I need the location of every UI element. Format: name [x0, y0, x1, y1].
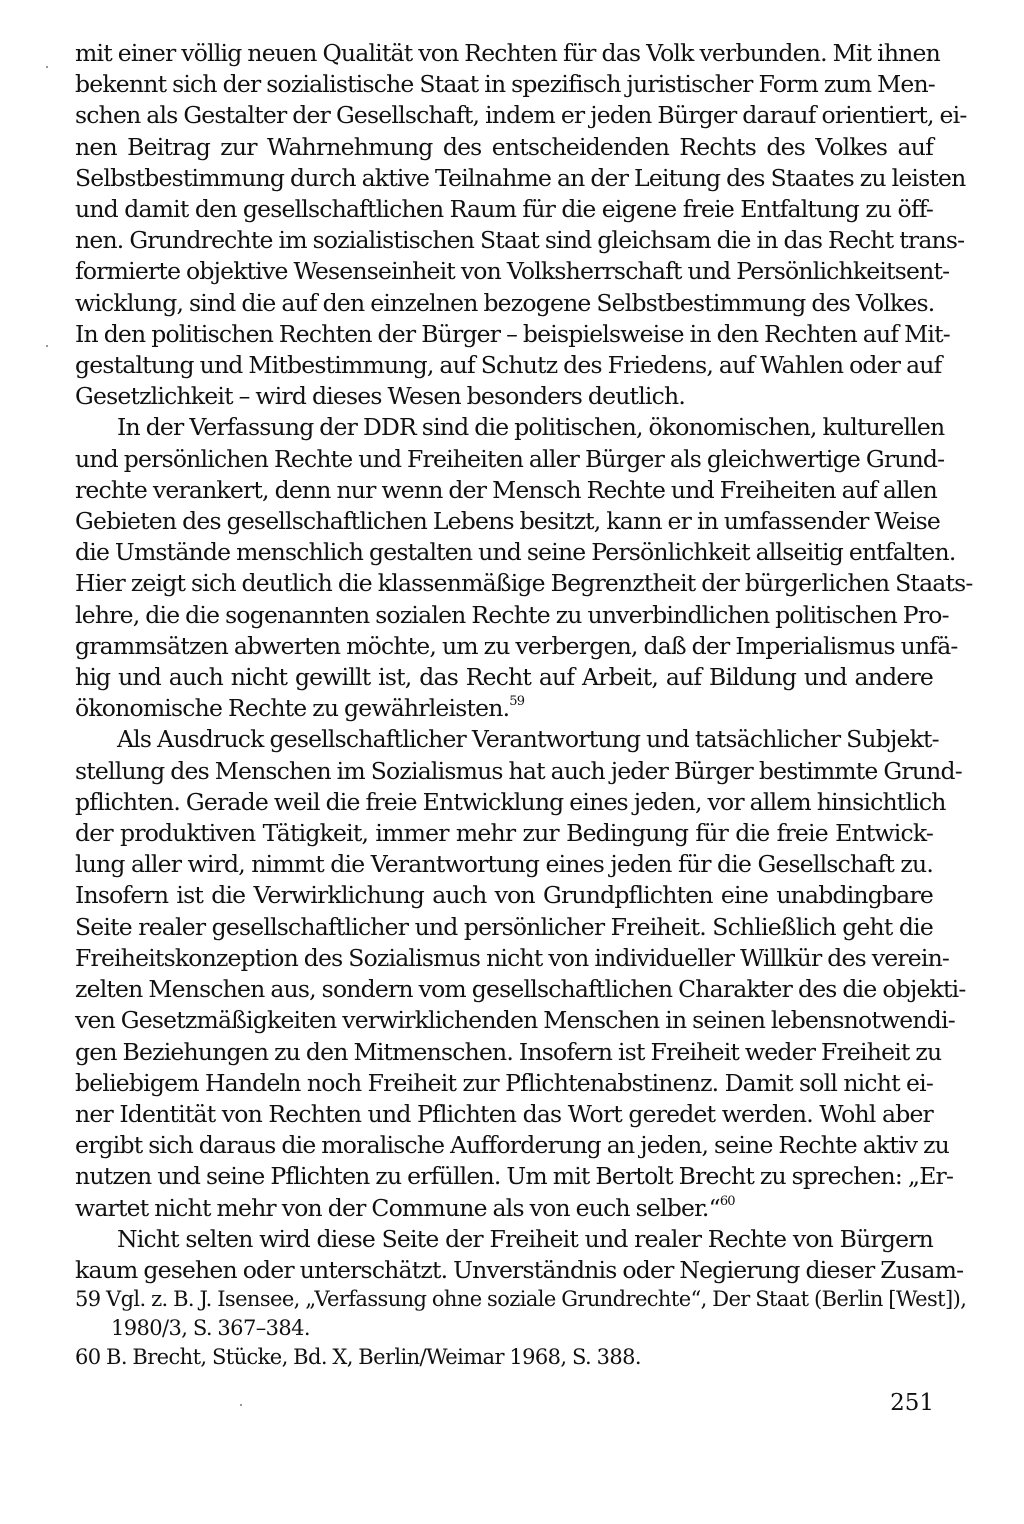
text-line: nutzen und seine Pflichten zu erfüllen. Um mit Bertolt Brecht zu sprechen: „Er-	[75, 1162, 954, 1191]
footnote-line: 60 B. Brecht, Stücke, Bd. X, Berlin/Weimar 1968, S. 388.	[75, 1345, 641, 1369]
footnotes	[75, 1285, 967, 1372]
text-line: die Umstände menschlich gestalten und seine Persönlichkeit allseitig entfalten.	[75, 538, 956, 567]
text-line: rechte verankert, denn nur wenn der Mensch Rechte und Freiheiten auf allen	[75, 475, 937, 504]
footnote-reference: 60	[719, 1193, 735, 1209]
text-line: ökonomische Rechte zu gewährleisten.	[75, 694, 510, 723]
text-line: Als Ausdruck gesellschaftlicher Verantwortung und tatsächlicher Subjekt-	[117, 725, 939, 754]
footnote-reference: 59	[509, 694, 525, 710]
text-line: wicklung, sind die auf den einzelnen bezogene Selbstbestimmung des Volkes.	[75, 288, 935, 317]
footnote	[75, 1343, 933, 1372]
text-line: formierte objektive Wesenseinheit von Volksherrschaft und Persönlichkeitsent-	[75, 257, 950, 286]
scan-speck	[240, 1404, 242, 1406]
text-line: Freiheitskonzeption des Sozialismus nicht von individueller Willkür des verein-	[75, 943, 950, 972]
footnote-line: 1980/3, S. 367–384.	[111, 1316, 310, 1340]
text-line: und persönlichen Rechte und Freiheiten aller Bürger als gleichwertige Grund-	[75, 444, 945, 473]
text-line: kaum gesehen oder unterschätzt. Unverständnis oder Negierung dieser Zusam-	[75, 1255, 964, 1284]
text-line: gen Beziehungen zu den Mitmenschen. Insofern ist Freiheit weder Freiheit zu	[75, 1037, 942, 1066]
text-line: hig und auch nicht gewillt ist, das Recht auf Arbeit, auf Bildung und andere	[75, 663, 933, 692]
footnote	[75, 1285, 967, 1343]
paragraph	[75, 724, 966, 1223]
page-number: 251	[890, 1390, 934, 1416]
paragraph	[75, 1224, 964, 1286]
text-line: Selbstbestimmung durch aktive Teilnahme an der Leitung des Staates zu leisten	[75, 163, 966, 192]
text-line: beliebigem Handeln noch Freiheit zur Pflichtenabstinenz. Damit soll nicht ei-	[75, 1068, 933, 1097]
text-line: zelten Menschen aus, sondern vom gesellschaftlichen Charakter des die objekti-	[75, 975, 966, 1004]
text-line: grammsätzen abwerten möchte, um zu verbergen, daß der Imperialismus unfä-	[75, 631, 958, 660]
paragraph	[75, 38, 967, 412]
text-line: Seite realer gesellschaftlicher und persönlicher Freiheit. Schließlich geht die	[75, 912, 933, 941]
text-line: Insofern ist die Verwirklichung auch von Grundpflichten eine unabdingbare	[75, 881, 933, 910]
text-line: nen. Grundrechte im sozialistischen Staat sind gleichsam die in das Recht trans-	[75, 226, 965, 255]
text-line: ner Identität von Rechten und Pflichten das Wort geredet werden. Wohl aber	[75, 1099, 933, 1128]
text-line: Nicht selten wird diese Seite der Freiheit und realer Rechte von Bürgern	[117, 1224, 933, 1253]
text-line: lung aller wird, nimmt die Verantwortung eines jeden für die Gesellschaft zu.	[75, 850, 933, 879]
text-line: Hier zeigt sich deutlich die klassenmäßige Begrenztheit der bürgerlichen Staats-	[75, 569, 973, 598]
text-line: lehre, die die sogenannten sozialen Rechte zu unverbindlichen politischen Pro-	[75, 600, 949, 629]
text-line: stellung des Menschen im Sozialismus hat auch jeder Bürger bestimmte Grund-	[75, 756, 962, 785]
paragraph	[75, 412, 973, 724]
text-line: nen Beitrag zur Wahrnehmung des entscheidenden Rechts des Volkes auf	[75, 132, 933, 161]
body-text	[75, 38, 973, 1286]
scan-speck	[46, 66, 48, 68]
text-line: der produktiven Tätigkeit, immer mehr zur Bedingung für die freie Entwick-	[75, 819, 933, 848]
text-line: und damit den gesellschaftlichen Raum für die eigene freie Entfaltung zu öff-	[75, 195, 933, 224]
text-line: Gesetzlichkeit – wird dieses Wesen besonders deutlich.	[75, 382, 685, 411]
text-line-with-note	[75, 693, 933, 724]
text-line: schen als Gestalter der Gesellschaft, indem er jeden Bürger darauf orientiert, ei-	[75, 101, 967, 130]
text-line: In der Verfassung der DDR sind die politischen, ökonomischen, kulturellen	[117, 413, 945, 442]
footnote-line: 59 Vgl. z. B. J. Isensee, „Verfassung ohne soziale Grundrechte“, Der Staat (Berlin [West]),	[75, 1287, 967, 1311]
text-line: gestaltung und Mitbestimmung, auf Schutz des Friedens, auf Wahlen oder auf	[75, 351, 942, 380]
text-line: wartet nicht mehr von der Commune als von euch selber.“	[75, 1193, 720, 1222]
text-line: pflichten. Gerade weil die freie Entwicklung eines jeden, vor allem hinsichtlich	[75, 787, 946, 816]
text-line: mit einer völlig neuen Qualität von Rechten für das Volk verbunden. Mit ihnen	[75, 39, 940, 67]
text-line-with-note	[75, 1193, 933, 1224]
text-line: Gebieten des gesellschaftlichen Lebens besitzt, kann er in umfassender Weise	[75, 507, 941, 536]
text-line: ergibt sich daraus die moralische Aufforderung an jeden, seine Rechte aktiv zu	[75, 1131, 950, 1160]
text-line: ven Gesetzmäßigkeiten verwirklichenden Menschen in seinen lebensnotwendi-	[75, 1006, 955, 1035]
text-line: In den politischen Rechten der Bürger – beispielsweise in den Rechten auf Mit-	[75, 319, 950, 348]
scan-speck	[46, 345, 48, 347]
text-line: bekennt sich der sozialistische Staat in spezifisch juristischer Form zum Men-	[75, 70, 935, 99]
